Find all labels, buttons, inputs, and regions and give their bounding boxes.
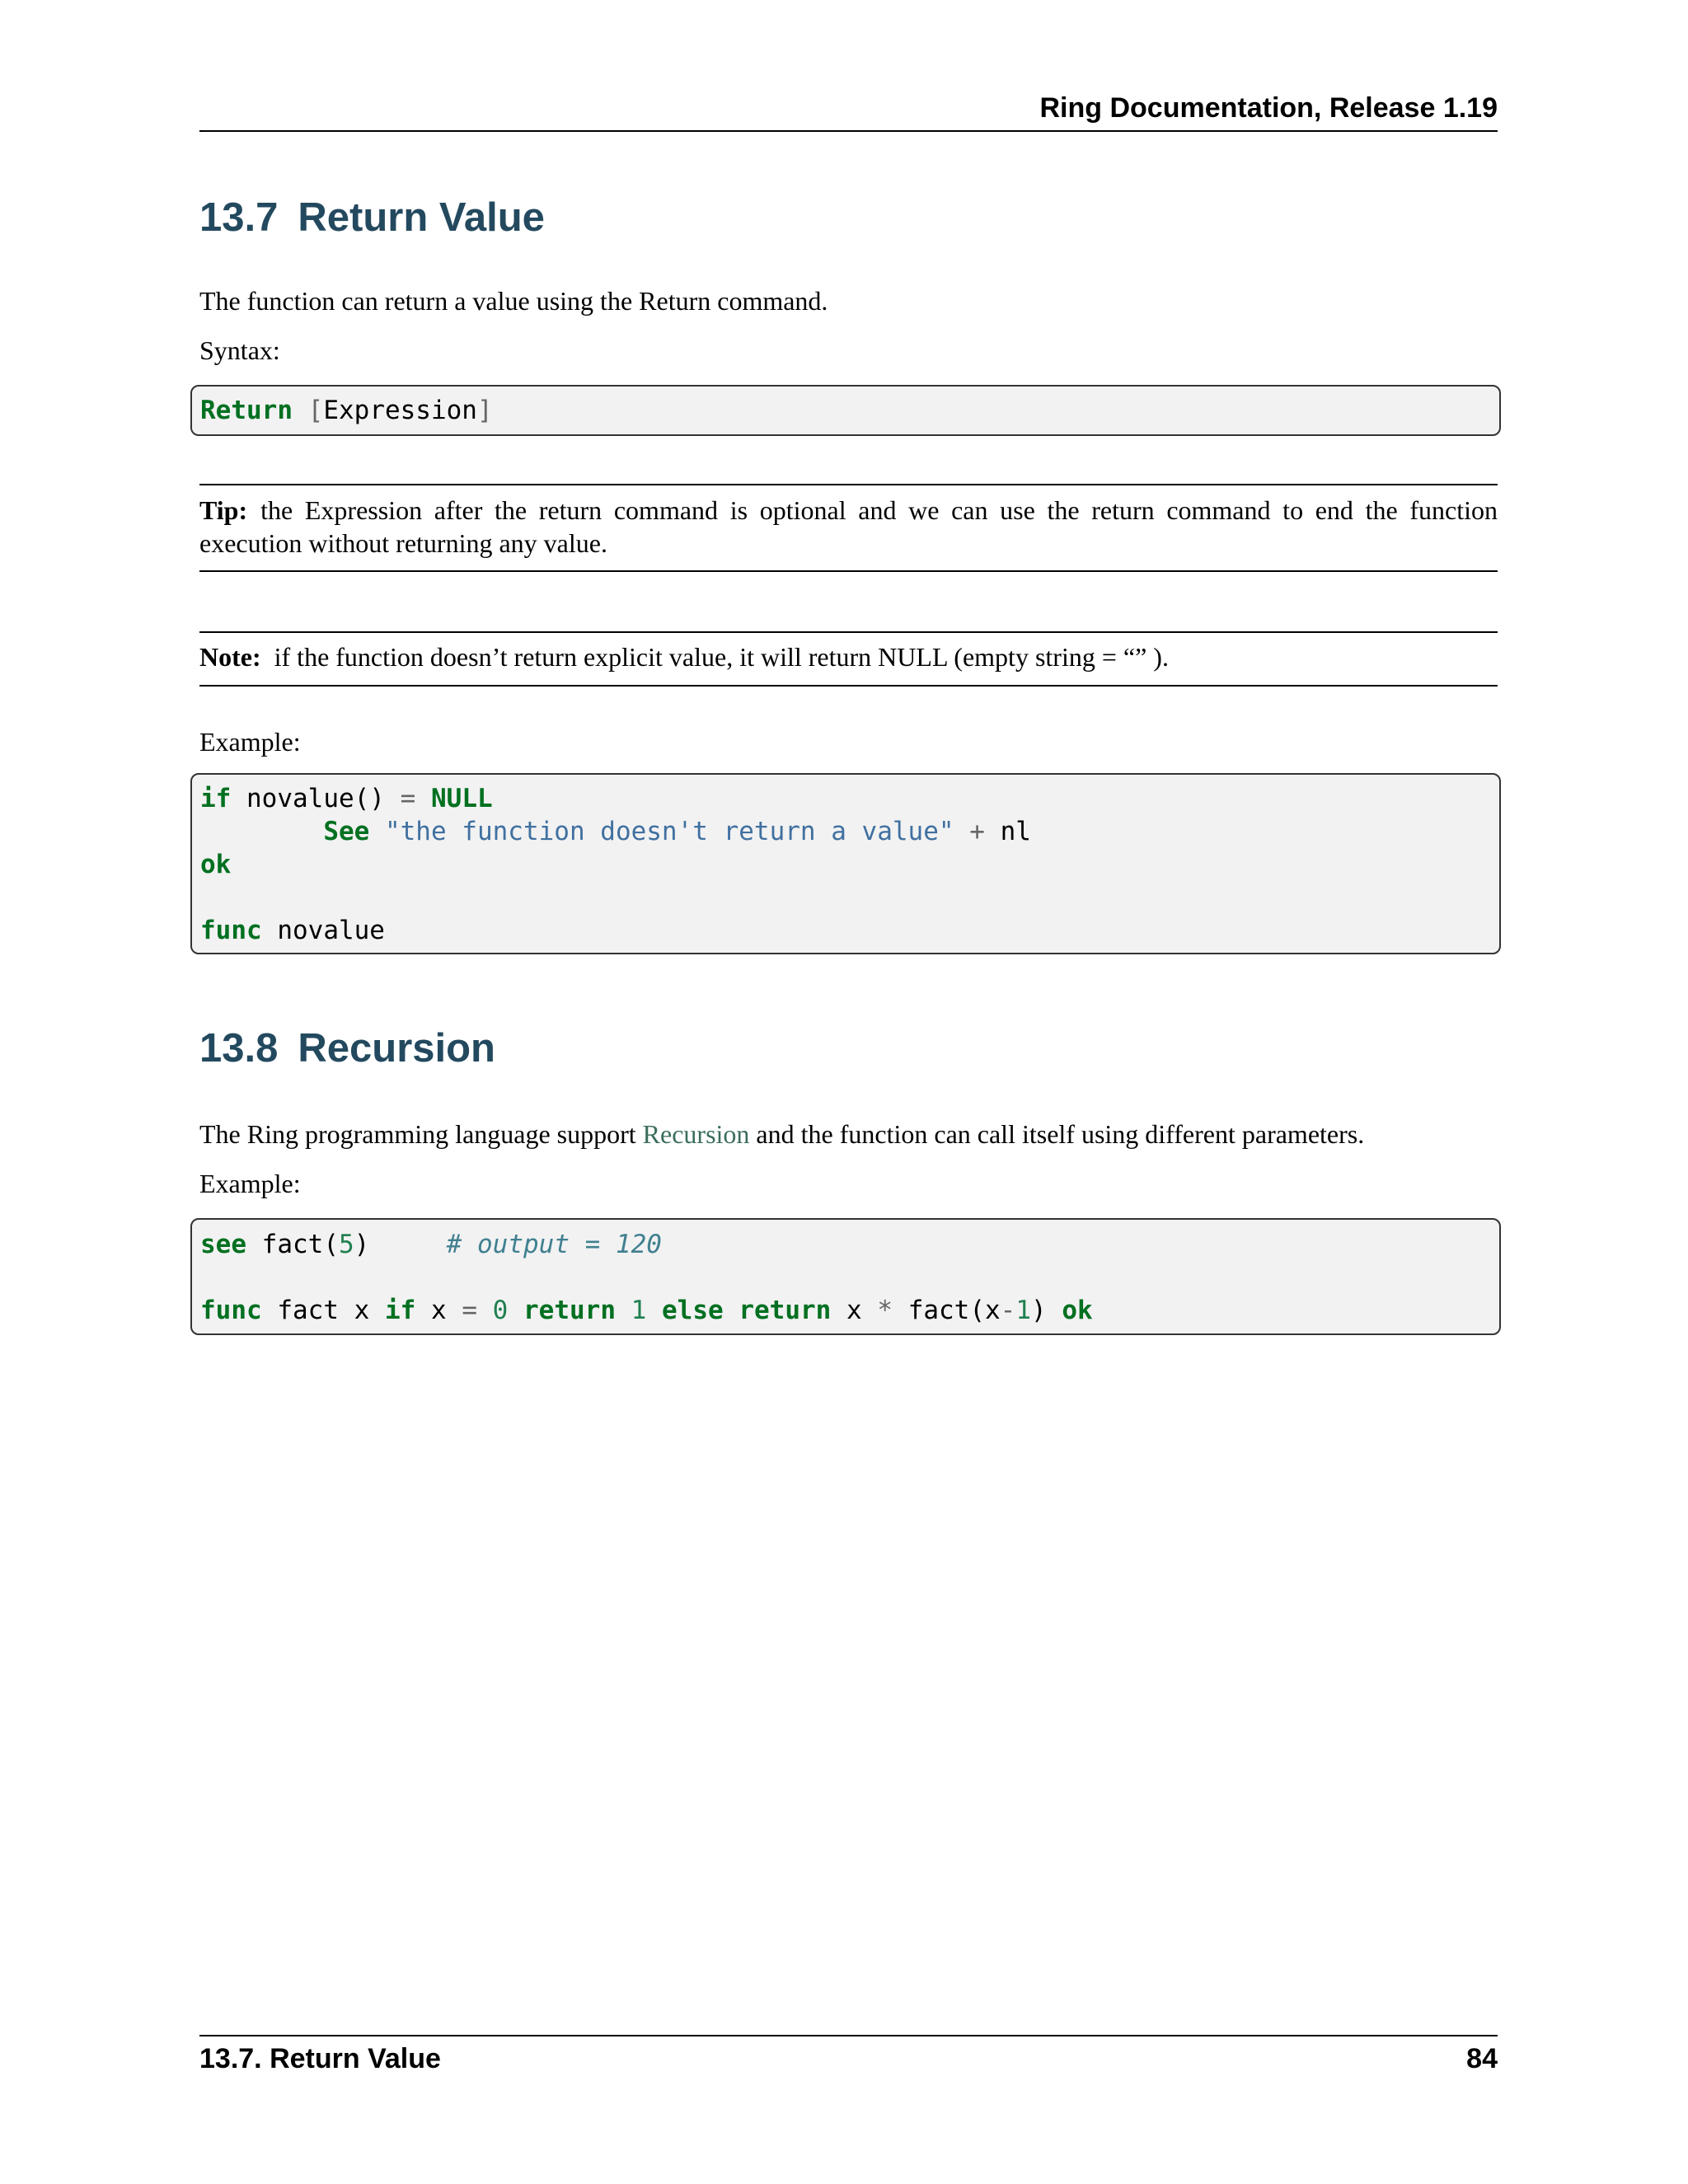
code-variable: x — [846, 1296, 862, 1325]
code-number: 5 — [339, 1230, 354, 1259]
running-header-title: Ring Documentation, Release 1.19 — [1039, 92, 1498, 124]
syntax-code-block — [190, 385, 1501, 436]
tip-text: the Expression after the return command is optional and we can use the return command to end the function execution without returning any value. — [199, 495, 1498, 558]
code-indent — [200, 817, 323, 846]
footer-rule — [199, 2035, 1498, 2036]
tip-label: Tip: — [199, 495, 248, 525]
section-heading-return-value — [199, 194, 545, 241]
note-top-rule — [199, 631, 1498, 633]
example-label: Example: — [199, 727, 301, 757]
code-function-name: novalue — [277, 916, 385, 945]
code-line-2 — [200, 815, 1031, 848]
code-call: novalue() — [246, 784, 385, 813]
code-variable: x — [430, 1296, 447, 1325]
code-operator: = — [462, 1296, 477, 1325]
code-keyword: ok — [200, 850, 232, 879]
tip-bottom-rule — [199, 570, 1498, 572]
code-keyword: Return — [200, 396, 293, 425]
recursion-link[interactable]: Recursion — [642, 1119, 750, 1149]
header-rule — [199, 130, 1498, 132]
code-keyword: see — [200, 1230, 246, 1259]
code-line-1 — [200, 1228, 662, 1261]
code-keyword: if — [200, 784, 232, 813]
code-function-name: fact x — [277, 1296, 370, 1325]
note-admonition — [199, 640, 1498, 673]
syntax-label: Syntax: — [199, 335, 280, 365]
code-call: fact( — [261, 1230, 339, 1259]
code-call: ) — [354, 1230, 370, 1259]
code-line-1 — [200, 782, 493, 815]
code-keyword: return — [523, 1296, 616, 1325]
code-keyword: ok — [1062, 1296, 1093, 1325]
code-bracket: ] — [476, 396, 493, 425]
note-label: Note: — [199, 642, 261, 672]
section-number: 13.8 — [199, 1026, 279, 1071]
section-number: 13.7 — [199, 195, 279, 240]
code-keyword: NULL — [431, 784, 493, 813]
section-title-text: Recursion — [298, 1026, 495, 1071]
code-operator: + — [969, 817, 985, 846]
section-heading-recursion — [199, 1025, 495, 1071]
code-keyword: See — [323, 817, 370, 846]
code-keyword: return — [738, 1296, 832, 1325]
code-number: 1 — [631, 1296, 647, 1325]
tip-admonition — [199, 494, 1498, 560]
note-bottom-rule — [199, 685, 1498, 687]
return-example-code-block — [190, 773, 1501, 954]
return-intro-paragraph: The function can return a value using the Return command. — [199, 286, 828, 316]
note-text: if the function doesn’t return explicit value, it will return NULL (empty string = “” ). — [274, 642, 1169, 672]
code-line-3 — [200, 1294, 1093, 1327]
code-number: 0 — [492, 1296, 509, 1325]
code-operator: * — [877, 1296, 893, 1325]
code-operator: = — [400, 784, 416, 813]
intro-text: and the function can call itself using different parameters. — [756, 1119, 1365, 1149]
example-label: Example: — [199, 1169, 301, 1198]
code-line-5 — [200, 914, 385, 947]
code-keyword: func — [200, 1296, 262, 1325]
code-operator: - — [1000, 1296, 1016, 1325]
code-number: 1 — [1015, 1296, 1032, 1325]
intro-text: The Ring programming language support — [199, 1119, 636, 1149]
page-number: 84 — [1466, 2043, 1498, 2074]
code-variable: nl — [1000, 817, 1031, 846]
recursion-example-code-block — [190, 1218, 1501, 1335]
tip-top-rule — [199, 484, 1498, 485]
code-argument: Expression — [323, 396, 477, 425]
code-keyword: else — [662, 1296, 724, 1325]
code-keyword: func — [200, 916, 262, 945]
section-title-text: Return Value — [298, 195, 545, 240]
code-keyword: if — [384, 1296, 416, 1325]
code-bracket: [ — [307, 396, 324, 425]
footer-section-title: 13.7. Return Value — [199, 2043, 441, 2074]
recursion-intro-paragraph — [199, 1118, 1498, 1151]
code-line-3 — [200, 848, 231, 881]
syntax-code-line — [200, 394, 493, 427]
code-call: ) — [1031, 1296, 1047, 1325]
code-comment: # output = 120 — [446, 1230, 662, 1259]
code-string: "the function doesn't return a value" — [384, 817, 954, 846]
code-call: fact(x — [907, 1296, 1001, 1325]
